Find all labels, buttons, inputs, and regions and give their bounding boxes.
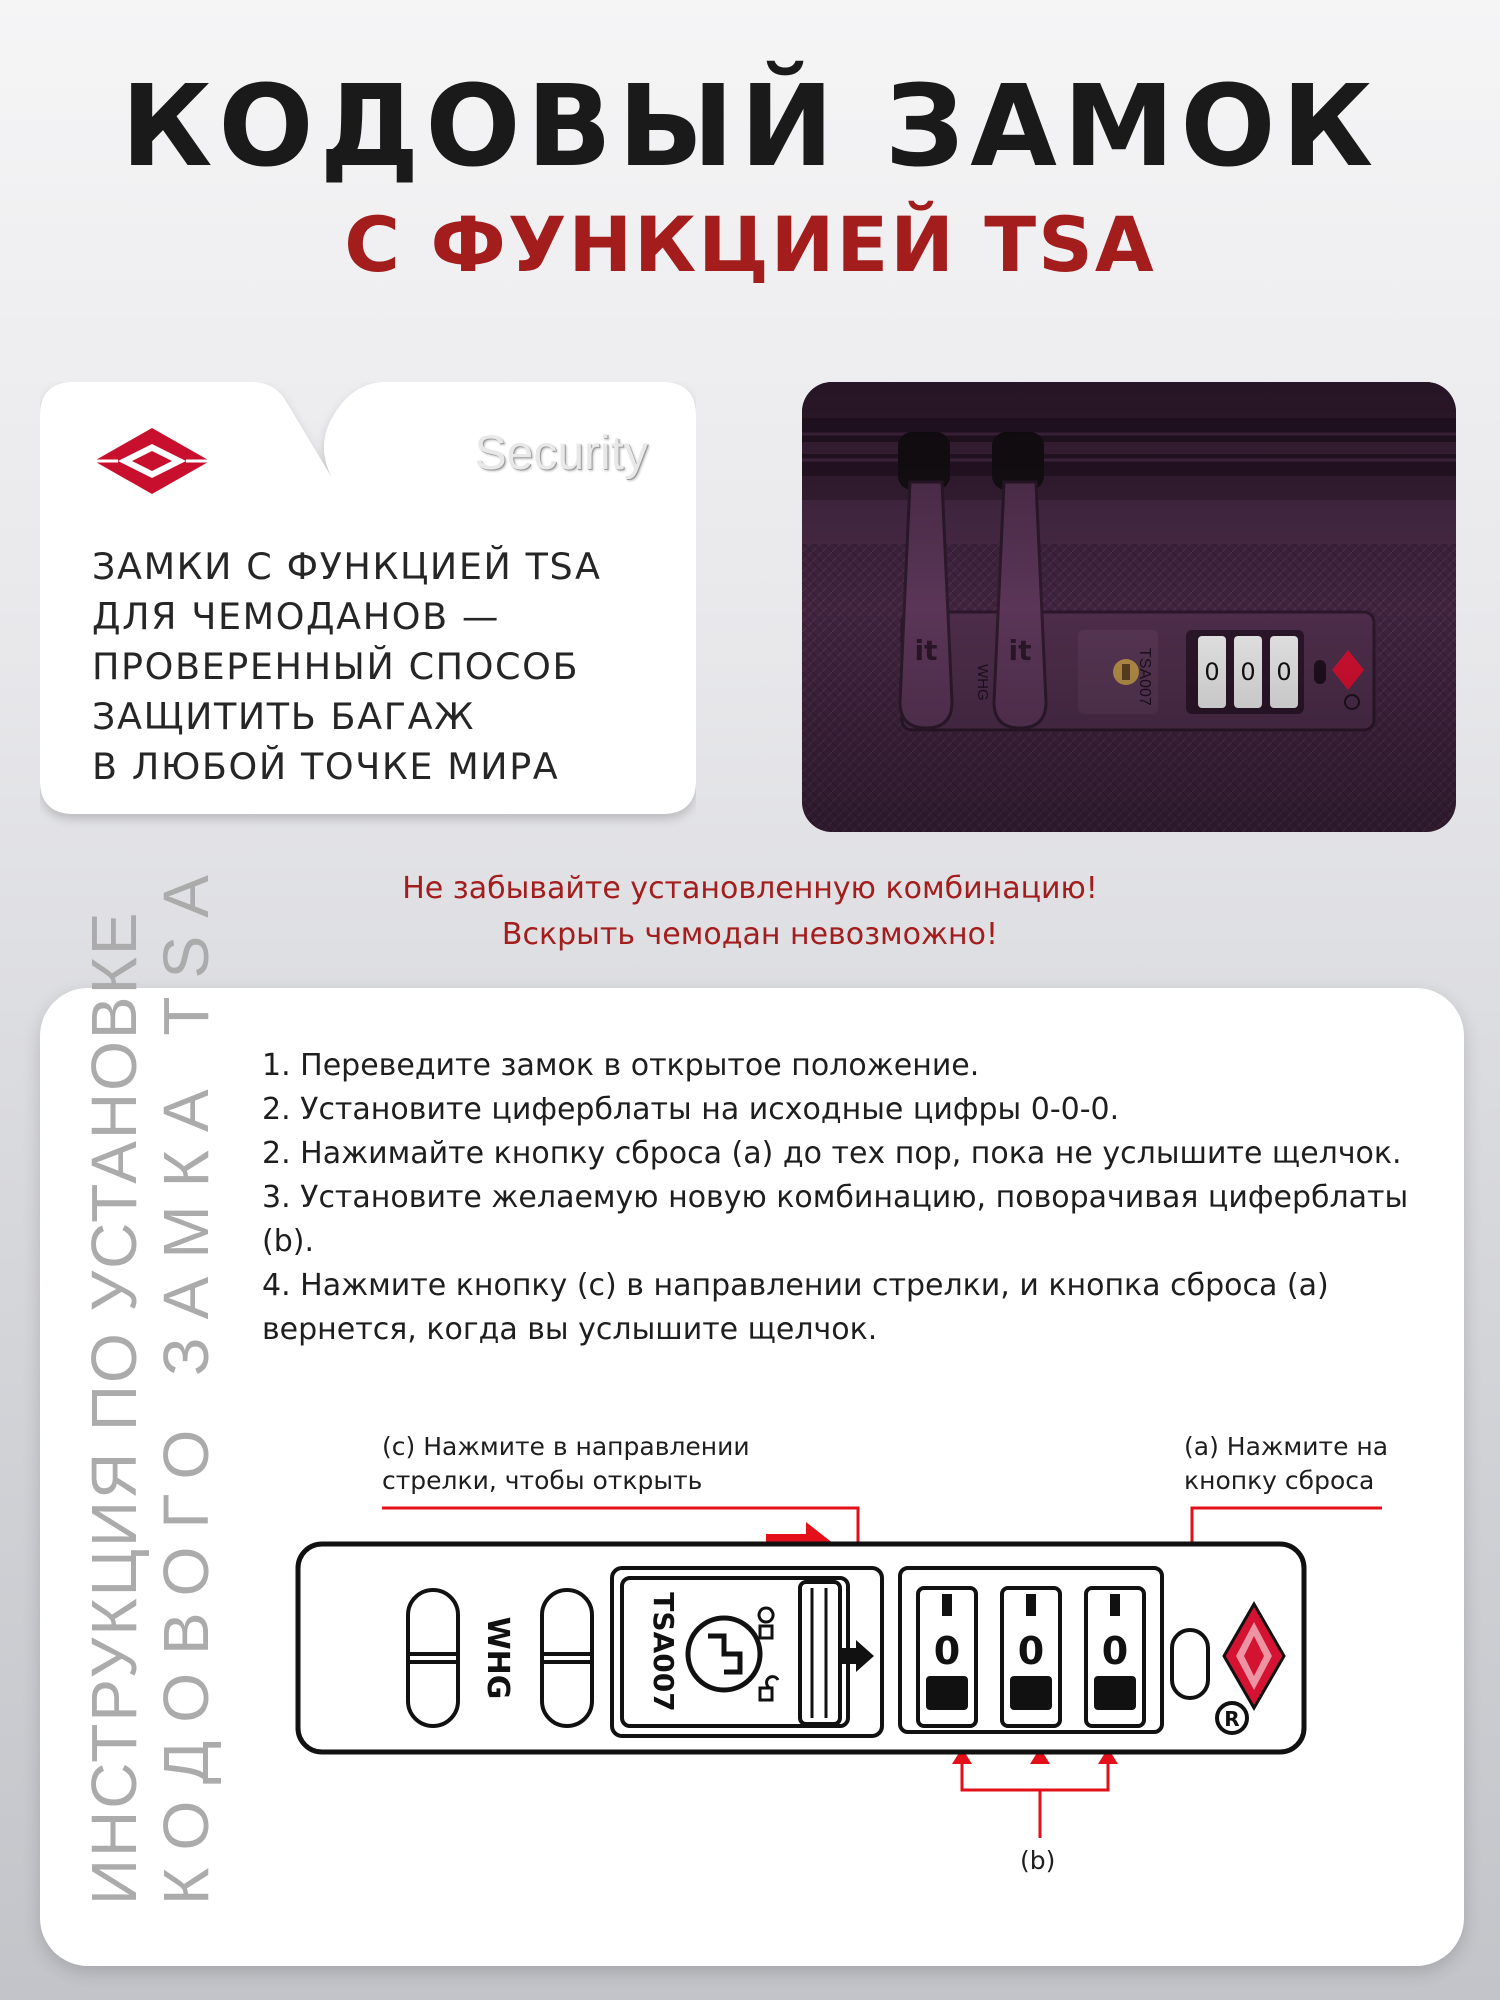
warning-line-2: Вскрыть чемодан невозможно!: [501, 917, 999, 952]
key-lock-section: [612, 1568, 882, 1736]
step-item: 3. Установите желаемую новую комбинацию, поворачивая циферблаты (b).: [262, 1180, 1409, 1259]
combination-dials: [900, 1568, 1162, 1732]
svg-text:0: 0: [1017, 1629, 1045, 1673]
warning-line-1: Не забывайте установленную комбинацию!: [402, 871, 1098, 906]
svg-text:0: 0: [933, 1629, 961, 1673]
description-line: В ЛЮБОЙ ТОЧКЕ МИРА: [92, 745, 560, 788]
diagram-lock-model: TSA007: [647, 1592, 680, 1712]
side-title-line-2: КОДОВОГО ЗАМКА TSA: [150, 857, 222, 1905]
description-line: ЗАМКИ С ФУНКЦИЕЙ TSA: [92, 545, 602, 588]
label-c-line-2: стрелки, чтобы открыть: [382, 1466, 703, 1495]
dial-2: [1002, 1588, 1060, 1726]
page-subtitle: С ФУНКЦИЕЙ TSA: [344, 200, 1156, 289]
zipper-slot-icon: [542, 1590, 592, 1726]
step-item: 2. Установите циферблаты на исходные цифры 0-0-0.: [262, 1092, 1120, 1127]
diagram-brand: WHG: [480, 1616, 515, 1700]
svg-text:0: 0: [1101, 1629, 1129, 1673]
description-line: ЗАЩИТИТЬ БАГАЖ: [92, 695, 476, 738]
description-line: ДЛЯ ЧЕМОДАНОВ —: [92, 595, 501, 638]
slide-button-c: [800, 1582, 840, 1724]
registered-mark: R: [1224, 1707, 1240, 1731]
dial-3: [1086, 1588, 1144, 1726]
label-b: (b): [1020, 1846, 1056, 1875]
step-item: 2. Нажимайте кнопку сброса (a) до тех пор, пока не услышите щелчок.: [262, 1136, 1402, 1171]
label-a-line-2: кнопку сброса: [1184, 1466, 1375, 1495]
reset-button-a: [1172, 1630, 1208, 1698]
side-title-line-1: ИНСТРУКЦИЯ ПО УСТАНОВКЕ: [78, 910, 150, 1905]
description-line: ПРОВЕРЕННЫЙ СПОСОБ: [92, 645, 580, 688]
step-item: 4. Нажмите кнопку (c) в направлении стрелки, и кнопка сброса (a) вернется, когда вы услышите щелчок.: [262, 1268, 1329, 1347]
label-a-line-1: (a) Нажмите на: [1184, 1432, 1389, 1461]
dial-1: [918, 1588, 976, 1726]
security-label: Security: [474, 427, 648, 480]
step-item: 1. Переведите замок в открытое положение.: [262, 1048, 980, 1083]
zipper-slot-icon: [408, 1590, 458, 1726]
label-c-line-1: (c) Нажмите в направлении: [382, 1432, 750, 1461]
page-title: КОДОВЫЙ ЗАМОК: [120, 62, 1380, 192]
